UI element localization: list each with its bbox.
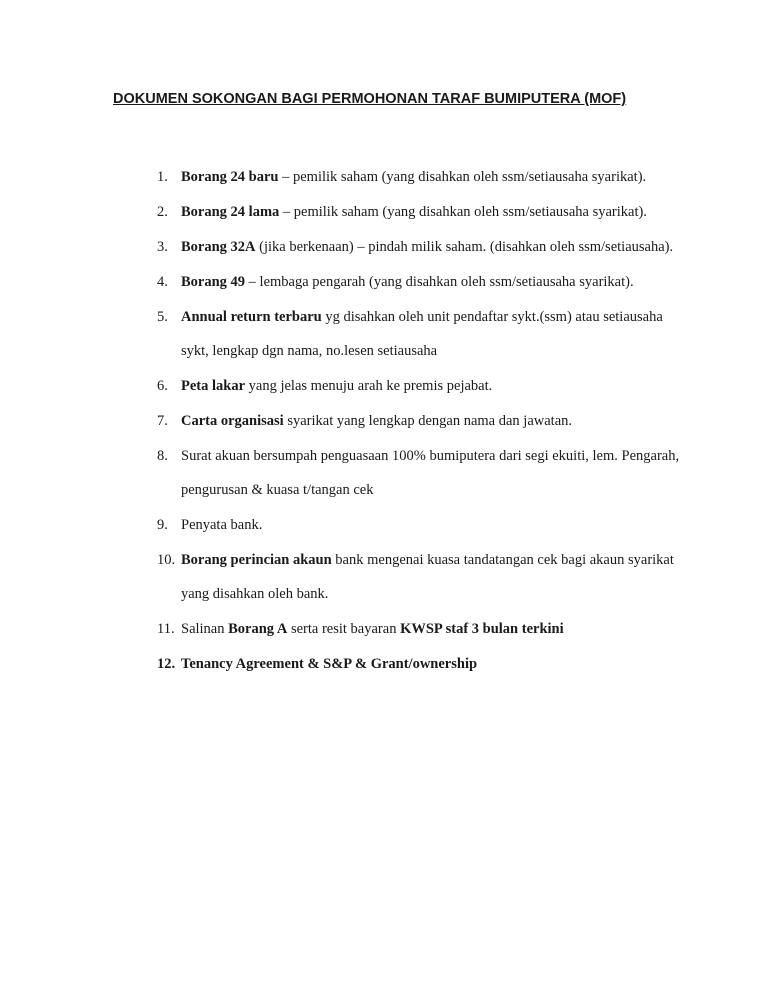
item-number: 12. [157,656,176,672]
item-text-continued: yang disahkan oleh bank. [181,586,329,602]
item-number: 6. [157,378,168,394]
item-text: Annual return terbaru yg disahkan oleh unit pendaftar sykt.(ssm) atau setiausaha sykt, lengkap dgn nama, no.lesen setiausaha [181,305,663,363]
list-item [157,374,717,409]
item-number: 1. [157,169,168,185]
item-number: 9. [157,517,168,533]
item-number: 11. [157,621,175,637]
list-item [157,165,717,200]
item-text: Borang 49 – lembaga pengarah (yang disahkan oleh ssm/setiausaha syarikat). [181,274,634,290]
list-item [157,235,717,270]
item-number: 7. [157,413,168,429]
item-text: Carta organisasi syarikat yang lengkap dengan nama dan jawatan. [181,413,572,429]
item-number: 5. [157,309,168,325]
list-item [157,305,717,374]
item-text: Borang 24 lama – pemilik saham (yang disahkan oleh ssm/setiausaha syarikat). [181,204,647,220]
item-text-continued: pengurusan & kuasa t/tangan cek [181,482,374,498]
list-item [157,444,717,513]
list-item [157,409,717,444]
document-list [157,165,717,687]
item-text: Tenancy Agreement & S&P & Grant/ownership [181,656,478,672]
item-text: Salinan Borang A serta resit bayaran KWSP staf 3 bulan terkini [181,621,564,637]
list-item [157,200,717,235]
item-text: Peta lakar yang jelas menuju arah ke premis pejabat. [181,378,493,394]
item-number: 3. [157,239,168,255]
item-text: Penyata bank. [181,517,263,533]
list-item [157,617,717,652]
list-item [157,652,717,687]
list-item [157,513,717,548]
list-item [157,270,717,305]
item-text: Borang 24 baru – pemilik saham (yang disahkan oleh ssm/setiausaha syarikat). [181,169,647,185]
item-text: Borang perincian akaun bank mengenai kuasa tandatangan cek bagi akaun syarikat yang disahkan oleh bank. [181,548,674,606]
item-number: 8. [157,448,168,464]
item-text: Surat akuan bersumpah penguasaan 100% bumiputera dari segi ekuiti, lem. Pengarah, pengurusan & kuasa t/tangan cek [181,444,679,502]
item-number: 2. [157,204,168,220]
item-number: 4. [157,274,168,290]
item-number: 10. [157,552,176,568]
item-text-continued: sykt, lengkap dgn nama, no.lesen setiausaha [181,343,438,359]
document-title: DOKUMEN SOKONGAN BAGI PERMOHONAN TARAF BUMIPUTERA (MOF) [113,91,627,107]
list-item [157,548,717,617]
item-text: Borang 32A (jika berkenaan) – pindah milik saham. (disahkan oleh ssm/setiausaha). [181,239,674,255]
